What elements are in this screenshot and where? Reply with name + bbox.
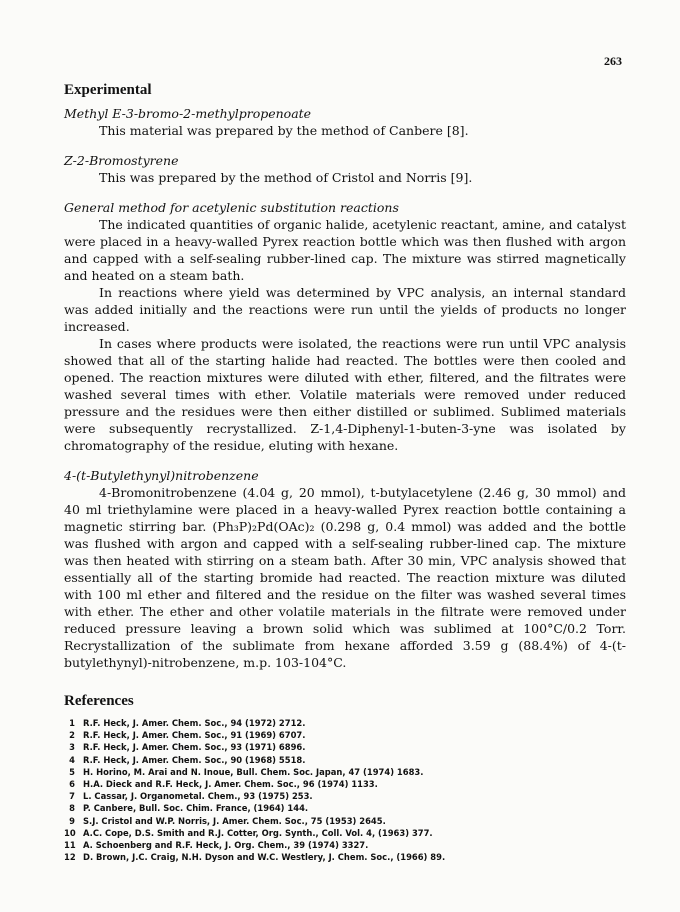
reference-text: L. Cassar, J. Organometal. Chem., 93 (1975) 253. [83,791,313,802]
reference-item [64,815,626,827]
section-general-method [64,199,626,454]
reference-item [64,754,626,766]
reference-text: R.F. Heck, J. Amer. Chem. Soc., 91 (1969) 6707. [83,730,306,741]
reference-number: 10 [64,827,76,838]
main-content [64,82,626,863]
references-list [64,717,626,863]
reference-number: 2 [69,730,75,741]
reference-number: 4 [69,754,75,765]
experimental-heading: Experimental [64,82,152,98]
section-butylethynyl-nitrobenzene [64,467,626,671]
reference-item [64,802,626,814]
section-title: General method for acetylenic substitution reactions [64,200,399,215]
paragraph: This was prepared by the method of Cristol and Norris [9]. [99,170,473,185]
reference-number: 1 [69,718,75,728]
reference-text: A.C. Cope, D.S. Smith and R.J. Cotter, Org. Synth., Coll. Vol. 4, (1963) 377. [83,827,433,838]
reference-text: S.J. Cristol and W.P. Norris, J. Amer. Chem. Soc., 75 (1953) 2645. [83,815,386,826]
section-title: 4-(t-Butylethynyl)nitrobenzene [64,468,259,483]
paragraph: In cases where products were isolated, the reactions were run until VPC analysis showed that all of the starting halide had reacted. The bottles were then cooled and opened. The reaction mixtures were diluted with ether, filtered, and the filtrates were washed several times with ether. Volatile materials were removed under reduced pressure and the residues were then either distilled or sublimed. Sublimed materials were subsequently recrystallized. Z-1,4-Diphenyl-1-buten-3-yne was isolated by chromatography of the residue, eluting with hexane. [64,336,626,453]
references-heading: References [64,693,134,709]
paragraph: 4-Bromonitrobenzene (4.04 g, 20 mmol), t-butylacetylene (2.46 g, 30 mmol) and 40 ml triethylamine were placed in a heavy-walled Pyrex reaction bottle containing a magnetic stirring bar. (Ph₃P)₂Pd(OAc)₂ (0.298 g, 0.4 mmol) was added and the bottle was flushed with argon and capped with a self-sealing rubber-lined cap. The mixture was then heated with stirring on a steam bath. After 30 min, VPC analysis showed that essentially all of the starting bromide had reacted. The reaction mixture was diluted with 100 ml ether and filtered and the residue on the filter was washed several times with ether. The ether and other volatile materials in the filtrate were removed under reduced pressure leaving a brown solid which was sublimed at 100°C/0.2 Torr. Recrystallization of the sublimate from hexane afforded 3.59 g (88.4%) of 4-(t-butylethynyl)-nitrobenzene, m.p. 103-104°C. [64,485,626,670]
reference-text: A. Schoenberg and R.F. Heck, J. Org. Chem., 39 (1974) 3327. [83,840,369,851]
reference-item [64,851,626,863]
reference-number: 5 [69,766,75,777]
reference-item [64,790,626,802]
reference-item [64,766,626,778]
reference-number: 6 [69,779,75,790]
section-bromostyrene [64,152,626,186]
page-number: 263 [604,54,622,68]
reference-text: H. Horino, M. Arai and N. Inoue, Bull. Chem. Soc. Japan, 47 (1974) 1683. [83,766,424,777]
reference-number: 7 [69,791,75,802]
reference-number: 8 [69,803,75,814]
reference-text: H.A. Dieck and R.F. Heck, J. Amer. Chem. Soc., 96 (1974) 1133. [83,779,378,790]
reference-text: D. Brown, J.C. Craig, N.H. Dyson and W.C. Westlery, J. Chem. Soc., (1966) 89. [83,852,446,863]
reference-text: R.F. Heck, J. Amer. Chem. Soc., 93 (1971) 6896. [83,742,306,753]
reference-item [64,778,626,790]
section-title: Z-2-Bromostyrene [64,153,179,168]
reference-item [64,839,626,851]
reference-item [64,827,626,839]
reference-number: 12 [64,852,76,863]
reference-text: P. Canbere, Bull. Soc. Chim. France, (1964) 144. [83,803,309,814]
reference-number: 9 [69,815,75,826]
paragraph: The indicated quantities of organic halide, acetylenic reactant, amine, and catalyst were placed in a heavy-walled Pyrex reaction bottle which was then flushed with argon and capped with a self-sealing rubber-lined cap. The mixture was stirred magnetically and heated on a steam bath. [64,217,626,283]
reference-number: 11 [64,840,76,851]
paragraph: This material was prepared by the method of Canbere [8]. [99,123,469,138]
reference-item [64,717,626,729]
reference-text: R.F. Heck, J. Amer. Chem. Soc., 90 (1968) 5518. [83,754,306,765]
paragraph: In reactions where yield was determined by VPC analysis, an internal standard was added initially and the reactions were run until the yields of products no longer increased. [64,285,626,334]
reference-item [64,741,626,753]
reference-item [64,729,626,741]
reference-number: 3 [69,742,75,753]
reference-text: R.F. Heck, J. Amer. Chem. Soc., 94 (1972) 2712. [83,718,306,728]
section-bromo-methylpropenoate [64,105,626,139]
section-title: Methyl E-3-bromo-2-methylpropenoate [64,106,312,121]
